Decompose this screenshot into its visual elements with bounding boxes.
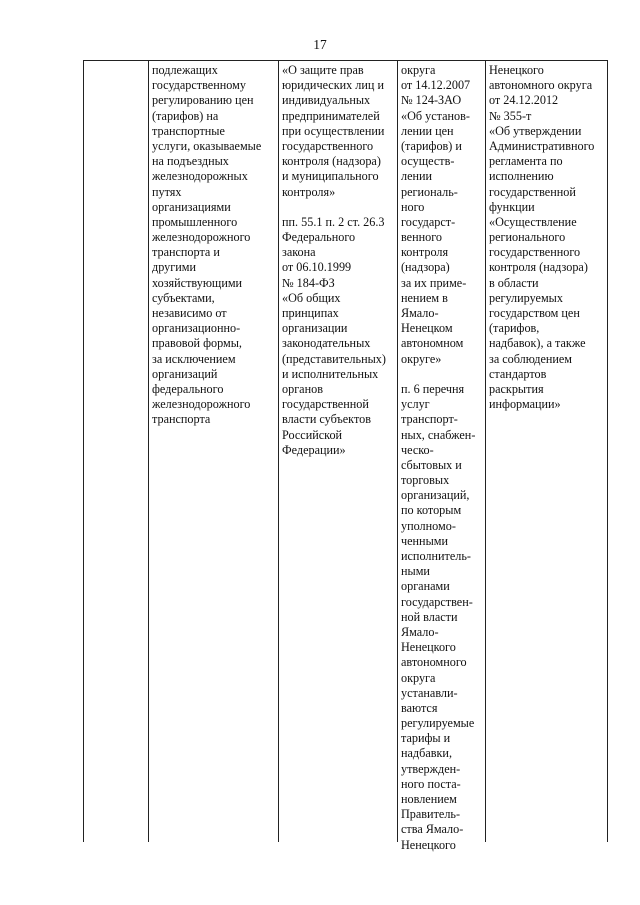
paragraph-gap [401, 367, 483, 382]
text-line: «Об общих [282, 290, 341, 305]
text-line: исполнитель- [401, 549, 471, 563]
text-line: контроля» [282, 184, 336, 199]
text-line: железнодорожных [152, 169, 248, 184]
text-line: (тарифов, [489, 321, 540, 336]
text-line: транспортные [152, 123, 225, 138]
text-line: ного [401, 199, 425, 214]
column-regional-law-text [401, 63, 483, 853]
column-subject-text [152, 63, 276, 428]
text-line: «О защите прав [282, 63, 364, 77]
text-line: п. 6 перечня [401, 381, 465, 396]
text-line: Ямало- [401, 624, 439, 639]
text-line: (надзора) [401, 260, 450, 275]
text-line: автономного [401, 655, 467, 670]
text-line: индивидуальных [282, 93, 371, 108]
text-line: и исполнительных [282, 366, 379, 381]
text-line: осуществ- [401, 154, 455, 169]
text-line: за соблюдением [489, 351, 573, 366]
text-line: от 06.10.1999 [282, 260, 352, 275]
text-line: функции [489, 199, 535, 214]
text-line: № 355-т [489, 108, 532, 123]
text-line: за исключением [152, 351, 236, 366]
text-line: (представительных) [282, 351, 386, 366]
text-line: ченными [401, 533, 449, 548]
text-line: лении цен [401, 123, 454, 138]
text-line: государством цен [489, 306, 580, 320]
text-line: Ямало- [401, 306, 439, 320]
text-line: услуги, оказываемые [152, 138, 262, 153]
text-line: государственному [152, 78, 246, 93]
text-line: путях [152, 184, 182, 199]
text-line: Федерального [282, 230, 356, 245]
text-line: государственного [282, 138, 374, 153]
text-line: в области [489, 275, 539, 290]
paragraph-gap [282, 200, 396, 215]
text-line: Правитель- [401, 807, 461, 822]
text-line: юридических лиц и [282, 78, 384, 93]
text-line: торговых [401, 473, 450, 488]
text-line: транспорт- [401, 412, 458, 427]
text-line: Федерации» [282, 442, 346, 457]
text-line: подлежащих [152, 63, 218, 77]
text-line: другими [152, 260, 196, 275]
text-line: организаций [152, 366, 218, 381]
text-line: информации» [489, 397, 561, 412]
text-line: при осуществлении [282, 123, 385, 138]
text-line: промышленного [152, 214, 238, 229]
text-line: регулированию цен [152, 93, 254, 108]
text-line: железнодорожного [152, 230, 251, 245]
text-line: железнодорожного [152, 397, 251, 412]
text-line: организационно- [152, 321, 241, 336]
text-line: государствен- [401, 594, 473, 609]
text-line: уполномо- [401, 518, 456, 533]
text-line: государст- [401, 214, 456, 229]
text-line: ных, снабжен- [401, 427, 476, 442]
text-line: венного [401, 230, 443, 245]
text-line: государственной [282, 397, 369, 412]
text-line: организациями [152, 199, 231, 214]
text-line: устанавли- [401, 685, 458, 700]
text-line: раскрытия [489, 381, 544, 396]
text-line: организаций, [401, 488, 470, 503]
column-divider-4 [485, 60, 486, 842]
text-line: тарифы и [401, 731, 451, 746]
column-federal-law-text [282, 63, 396, 458]
text-line: стандартов [489, 366, 547, 381]
text-line: государственной [489, 184, 576, 199]
text-line: контроля (надзора) [282, 154, 381, 169]
column-divider-1 [148, 60, 149, 842]
text-line: регулируемых [489, 290, 563, 305]
text-line: сбытовых и [401, 457, 462, 472]
text-line: (тарифов) и [401, 138, 462, 153]
text-line: организации [282, 321, 348, 336]
text-line: автономного округа [489, 78, 593, 93]
text-line: Ненецком [401, 321, 453, 336]
text-line: транспорта [152, 412, 211, 427]
text-line: Ненецкого [401, 640, 456, 655]
text-line: № 184-ФЗ [282, 275, 335, 290]
table-right-border [607, 60, 608, 842]
text-line: транспорта и [152, 245, 220, 260]
text-line: надбавок), а также [489, 336, 586, 351]
text-line: субъектами, [152, 290, 215, 305]
text-line: регионального [489, 230, 566, 245]
text-line: лении [401, 169, 433, 184]
column-regulation-text [489, 63, 605, 412]
text-line: Административного [489, 138, 595, 153]
text-line: принципах [282, 306, 339, 320]
text-line: законодательных [282, 336, 371, 351]
text-line: автономном [401, 336, 464, 351]
text-line: федерального [152, 381, 224, 396]
text-line: ной власти [401, 609, 458, 624]
text-line: независимо от [152, 306, 227, 320]
column-divider-2 [278, 60, 279, 842]
text-line: Российской [282, 427, 343, 442]
text-line: новлением [401, 792, 457, 806]
text-line: региональ- [401, 184, 458, 199]
text-line: органов [282, 381, 323, 396]
text-line: закона [282, 245, 316, 260]
column-divider-3 [397, 60, 398, 842]
text-line: ства Ямало- [401, 822, 464, 837]
text-line: на подъездных [152, 154, 229, 169]
page-number: 17 [313, 37, 327, 52]
text-line: ными [401, 564, 430, 579]
text-line: пп. 55.1 п. 2 ст. 26.3 [282, 214, 385, 229]
text-line: регулируемые [401, 716, 475, 731]
text-line: контроля [401, 245, 449, 260]
text-line: округа [401, 63, 436, 77]
text-line: за их приме- [401, 275, 467, 290]
text-line: (тарифов) на [152, 108, 219, 123]
text-line: «Об утверждении [489, 123, 582, 138]
text-line: правовой формы, [152, 336, 242, 351]
text-line: округе» [401, 351, 442, 366]
table-left-border [83, 60, 84, 842]
text-line: «Об установ- [401, 108, 470, 123]
text-line: власти субъектов [282, 412, 371, 427]
text-line: округа [401, 670, 436, 685]
text-line: Ненецкого [401, 837, 456, 852]
text-line: ного поста- [401, 776, 461, 791]
text-line: регламента по [489, 154, 563, 169]
text-line: по которым [401, 503, 462, 518]
table-top-border [83, 60, 608, 61]
text-line: нением в [401, 290, 448, 305]
text-line: надбавки, [401, 746, 452, 761]
text-line: исполнению [489, 169, 554, 184]
text-line: от 24.12.2012 [489, 93, 559, 108]
text-line: утвержден- [401, 761, 461, 776]
text-line: органами [401, 579, 450, 594]
text-line: ческо- [401, 442, 434, 457]
text-line: Ненецкого [489, 63, 544, 77]
text-line: № 124-ЗАО [401, 93, 462, 108]
text-line: и муниципального [282, 169, 379, 184]
text-line: хозяйствующими [152, 275, 243, 290]
text-line: контроля (надзора) [489, 260, 588, 275]
text-line: предпринимателей [282, 108, 380, 123]
text-line: услуг [401, 397, 430, 412]
text-line: государственного [489, 245, 581, 260]
text-line: ваются [401, 700, 438, 715]
text-line: «Осуществление [489, 214, 577, 229]
text-line: от 14.12.2007 [401, 78, 471, 93]
